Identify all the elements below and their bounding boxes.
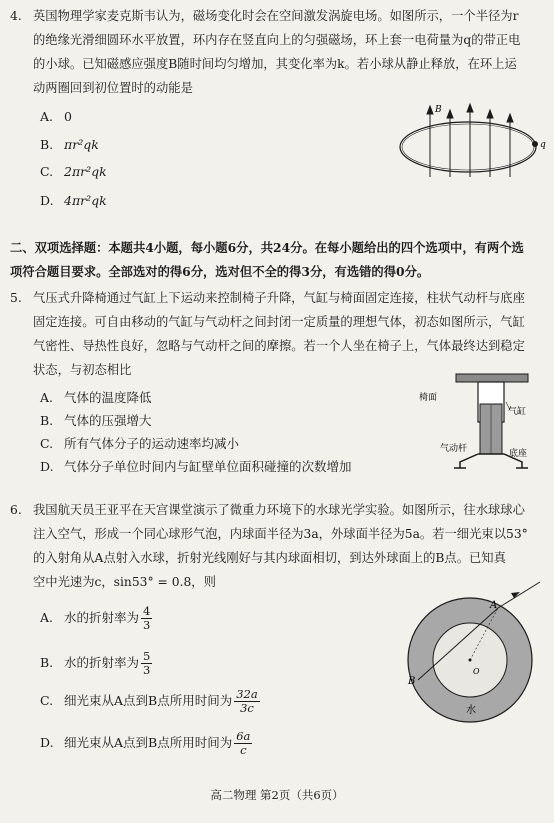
option-c: C. 细光束从A点到B点所用时间为 $\frac{32a}{3c}$	[40, 687, 258, 715]
center-o-label: O	[473, 667, 480, 676]
option-b: B. πr²qk	[40, 137, 99, 152]
option-b: B. 气体的压强增大	[40, 413, 152, 428]
option-c: C. 2πr²qk	[40, 164, 107, 179]
option-d: D. 气体分子单位时间内与缸壁单位面积碰撞的次数增加	[40, 459, 352, 474]
fraction: $\frac{4}{3}$	[143, 604, 151, 632]
question-text-line: 固定连接。可自由移动的气缸与气动杆之间封闭一定质量的理想气体，初态如图所示，气缸	[33, 315, 525, 329]
option-d: D. 4πr²qk	[40, 193, 107, 208]
question-text-line: 我国航天员王亚平在天宫课堂演示了微重力环境下的水球光学实验。如图所示，往水球球心	[33, 503, 525, 517]
question-text-line: 状态，与初态相比	[33, 363, 132, 377]
question-text-line: 的入射角从A点射入水球，折射光线刚好与其内球面相切，到达外球面上的B点。已知真	[33, 551, 506, 565]
option-a: A. 气体的温度降低	[40, 390, 152, 405]
rod-label: 气动杆	[440, 444, 468, 454]
page-footer: 高二物理 第2页（共6页）	[210, 788, 344, 802]
question-text-line: 注入空气，形成一个同心球形气泡，内球面半径为3a，外球面半径为5a。若一细光束以53°	[33, 527, 528, 541]
option-a: A. 水的折射率为 $\frac{4}{3}$	[40, 604, 151, 632]
question-text-line: 动两圈回到初位置时的动能是	[33, 81, 193, 95]
question-text-line: 的小球。已知磁感应强度B随时间均匀增加，其变化率为k。若小球从静止释放，在环上运	[33, 57, 517, 71]
water-ball-figure	[392, 580, 548, 730]
section-heading-line: 二、双项选择题：本题共4小题，每小题6分，共24分。在每小题给出的四个选项中，有两个选	[10, 240, 524, 255]
question-number: 5.	[10, 291, 22, 305]
q-label: q	[540, 140, 546, 150]
fraction: $\frac{6a}{c}$	[236, 729, 251, 757]
b-field-label: B	[435, 105, 442, 115]
question-number: 4.	[10, 9, 22, 23]
cylinder-label: 气缸	[508, 407, 527, 417]
section-heading-line: 项符合题目要求。全部选对的得6分，选对但不全的得3分，有选错的得0分。	[10, 264, 430, 279]
seat-label: 椅面	[419, 393, 438, 403]
question-number: 6.	[10, 503, 22, 517]
lift-chair-figure	[418, 368, 538, 478]
question-text-line: 的绝缘光滑细圆环水平放置，环内存在竖直向上的匀强磁场，环上套一电荷量为q的带正电	[33, 33, 521, 47]
option-a: A. 0	[40, 109, 72, 124]
point-a-label: A	[490, 600, 498, 611]
question-text-line: 英国物理学家麦克斯韦认为，磁场变化时会在空间激发涡旋电场。如图所示，一个半径为r	[33, 9, 519, 23]
point-b-label: B	[408, 676, 416, 687]
fraction: $\frac{5}{3}$	[143, 649, 151, 677]
question-text-line: 空中光速为c，sin53° = 0.8，则	[33, 575, 216, 589]
fraction: $\frac{32a}{3c}$	[236, 687, 258, 715]
ring-magnetic-field-figure	[395, 102, 545, 184]
water-label: 水	[466, 705, 476, 716]
question-text-line: 气密性、导热性良好，忽略与气动杆之间的摩擦。若一个人坐在椅子上，气体最终达到稳定	[33, 339, 525, 353]
charged-ball	[532, 141, 538, 147]
base-label: 底座	[509, 449, 528, 459]
option-c: C. 所有气体分子的运动速率均减小	[40, 436, 240, 451]
question-text-line: 气压式升降椅通过气缸上下运动来控制椅子升降，气缸与椅面固定连接，柱状气动杆与底座	[33, 291, 525, 305]
option-d: D. 细光束从A点到B点所用时间为 $\frac{6a}{c}$	[40, 729, 251, 757]
option-b: B. 水的折射率为 $\frac{5}{3}$	[40, 649, 151, 677]
